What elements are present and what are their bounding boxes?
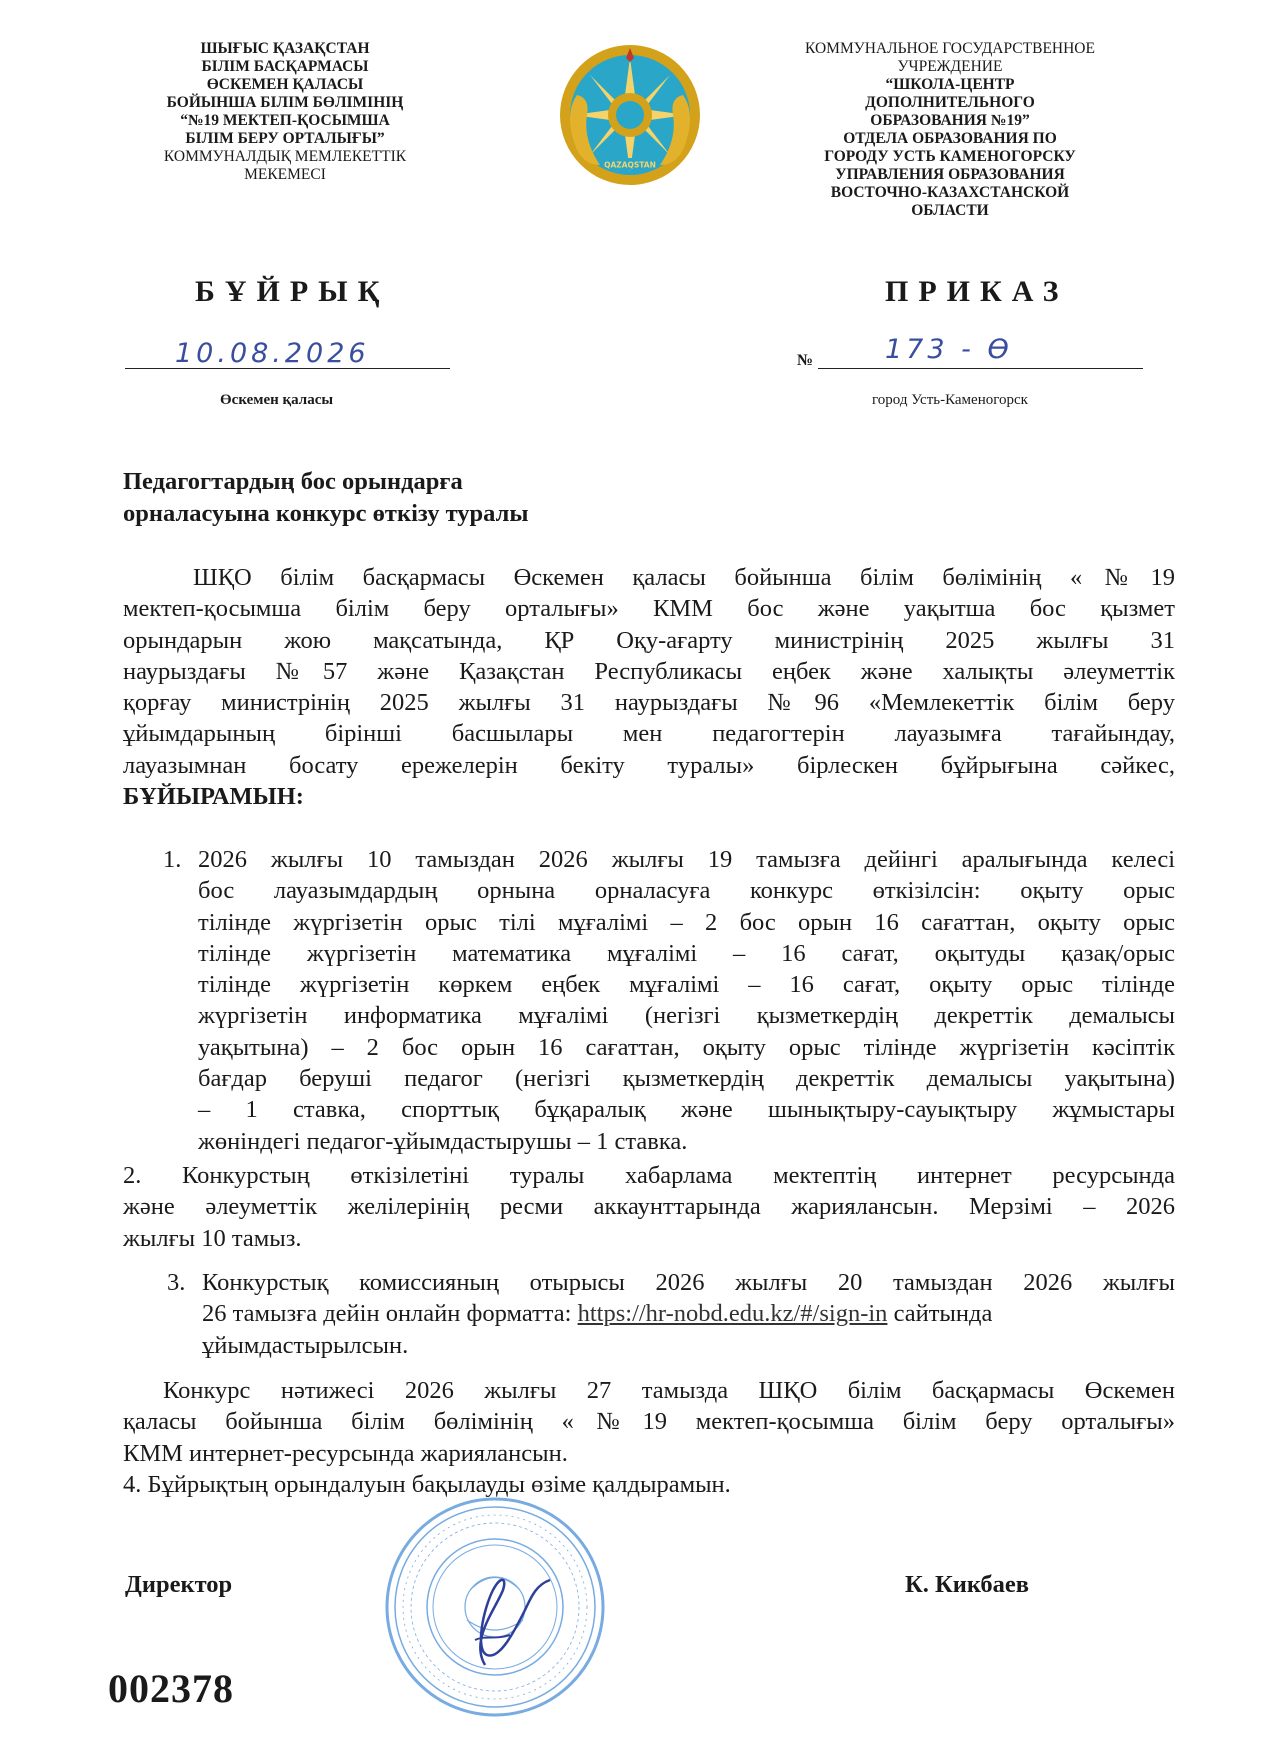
preamble-line: наурыздағы №57 және Қазақстан Республикасы еңбек және халықты әлеуметтік bbox=[123, 657, 1175, 685]
subject-line: орналасуына конкурс өткізу туралы bbox=[123, 500, 529, 527]
title-kz: БҰЙРЫҚ bbox=[195, 275, 390, 308]
header-left-line: ШЫҒЫС ҚАЗАҚСТАН bbox=[200, 40, 370, 57]
emblem-icon bbox=[555, 40, 705, 190]
header-left-line: КОММУНАЛДЫҚ МЕМЛЕКЕТТІК bbox=[163, 148, 407, 165]
item-1-line: бос лауазымдардың орнына орналасуға конкурс өткізілсін: оқыту орыс bbox=[198, 877, 1175, 905]
official-stamp bbox=[375, 1490, 615, 1725]
item-1-line: 2026 жылғы 10 тамыздан 2026 жылғы 19 тамызға дейінгі аралығында келесі bbox=[198, 846, 1175, 873]
subject-line: Педагогтардың бос орындарға bbox=[123, 468, 463, 495]
number-handwritten: 173 - Ө bbox=[885, 334, 1013, 365]
item-1 bbox=[163, 844, 1175, 1157]
header-right-line: ВОСТОЧНО-КАЗАХСТАНСКОЙ bbox=[830, 184, 1070, 201]
header-left-line: БОЙЫНША БІЛІМ БӨЛІМІНІҢ bbox=[166, 94, 404, 111]
preamble bbox=[123, 562, 1175, 812]
header-left-line: ӨСКЕМЕН ҚАЛАСЫ bbox=[206, 76, 364, 93]
header-right-line: ГОРОДУ УСТЬ КАМЕНОГОРСКУ bbox=[824, 148, 1076, 165]
number-prefix: № bbox=[797, 352, 814, 369]
header-right-line: “ШКОЛА-ЦЕНТР bbox=[885, 76, 1015, 93]
document-number: 002378 bbox=[108, 1666, 234, 1711]
signature bbox=[480, 1580, 550, 1665]
item-1-line: уақытына) – 2 бос орын 16 сағаттан, оқыту орыс тілінде жүргізетін кәсіптік bbox=[198, 1033, 1175, 1061]
subject bbox=[123, 466, 529, 530]
title-ru: ПРИКАЗ bbox=[885, 275, 1069, 308]
header-left-line: БІЛІМ БЕРУ ОРТАЛЫҒЫ” bbox=[185, 130, 385, 147]
preamble-line: мектеп-қосымша білім беру орталығы» КММ бос және уақытша бос қызмет bbox=[123, 595, 1175, 623]
item-1-line: тілінде жүргізетін орыс тілі мұғалімі – 2 бос орын 16 сағаттан, оқыту орыс bbox=[198, 908, 1175, 936]
preamble-line: орындарын жою мақсатында, ҚР Оқу-ағарту министрінің 2025 жылғы 31 bbox=[123, 626, 1175, 654]
item-3-line2-pre: 26 тамызға дейін онлайн форматта: bbox=[202, 1300, 578, 1328]
item-2 bbox=[123, 1160, 1175, 1254]
item-1-number: 1. bbox=[163, 846, 182, 873]
preamble-line: ШҚО білім басқармасы Өскемен қаласы бойынша білім бөлімінің «№19 bbox=[193, 564, 1175, 591]
preamble-line: ұйымдарының бірінші басшылары мен педагогтерін лауазымға тағайындау, bbox=[123, 720, 1175, 748]
preamble-line: лауазымнан босату ережелерін бекіту туралы» бірлескен бұйрығына сәйкес, bbox=[123, 751, 1175, 779]
order-word: БҰЙЫРАМЫН: bbox=[123, 783, 304, 811]
item-3-line2-post: сайтында bbox=[887, 1300, 993, 1328]
item-3-line: Конкурстық комиссияның отырысы 2026 жылғы 20 тамыздан 2026 жылғы bbox=[202, 1269, 1175, 1296]
number-line bbox=[818, 368, 1143, 369]
header-right-line: ОБЛАСТИ bbox=[911, 202, 989, 219]
date-handwritten: 10.08.2026 bbox=[175, 338, 370, 369]
results-line: Конкурс нәтижесі 2026 жылғы 27 тамызда ШҚО білім басқармасы Өскемен bbox=[163, 1377, 1175, 1404]
item-2-line: және әлеуметтік желілерінің ресми аккаунттарында жариялансын. Мерзімі – 2026 bbox=[123, 1193, 1175, 1221]
header-right-line: УЧРЕЖДЕНИЕ bbox=[897, 58, 1003, 75]
header-left-line: МЕКЕМЕСІ bbox=[244, 166, 326, 183]
item-2-line: жылғы 10 тамыз. bbox=[123, 1224, 302, 1252]
emblem-text: QAZAQSTAN bbox=[604, 160, 656, 170]
item-4: 4. Бұйрықтың орындалуын бақылауды өзіме қалдырамын. bbox=[123, 1470, 731, 1498]
header-right-line: ДОПОЛНИТЕЛЬНОГО bbox=[865, 94, 1035, 111]
director-label: Директор bbox=[125, 1571, 233, 1598]
results-line: КММ интернет-ресурсында жариялансын. bbox=[123, 1439, 568, 1467]
item-1-line: жөніндегі педагог-ұйымдастырушы – 1 ставка. bbox=[198, 1127, 688, 1155]
item-1-line: – 1 ставка, спорттық бұқаралық және шынықтыру-сауықтыру жұмыстары bbox=[198, 1096, 1175, 1124]
results-line: қаласы бойынша білім бөлімінің «№19 мектеп-қосымша білім беру орталығы» bbox=[123, 1408, 1175, 1436]
header-right-line: ОТДЕЛА ОБРАЗОВАНИЯ ПО bbox=[843, 130, 1057, 147]
item-1-line: тілінде жүргізетін көркем еңбек мұғалімі – 16 сағат, оқыту орыс тілінде bbox=[198, 971, 1175, 999]
item-3-line: ұйымдастырылсын. bbox=[202, 1331, 409, 1359]
signin-link[interactable]: https://hr-nobd.edu.kz/#/sign-in bbox=[577, 1300, 888, 1328]
stamp-icon bbox=[375, 1490, 615, 1725]
item-3-number: 3. bbox=[167, 1269, 186, 1296]
item-1-line: тілінде жүргізетін математика мұғалімі – 16 сағат, оқытуды қазақ/орыс bbox=[198, 939, 1175, 967]
item-1-line: жүргізетін информатика мұғалімі (негізгі қызметкердің декреттік демалысы bbox=[198, 1002, 1175, 1030]
header-left bbox=[125, 40, 445, 184]
city-ru: город Усть-Каменогорск bbox=[872, 392, 1028, 408]
header-left-line: “№19 МЕКТЕП-ҚОСЫМША bbox=[180, 112, 390, 129]
item-3-line bbox=[202, 1298, 1175, 1329]
director-name: К. Кикбаев bbox=[905, 1571, 1030, 1598]
preamble-line: қорғау министрінің 2025 жылғы 31 наурыздағы №96 «Мемлекеттік білім беру bbox=[123, 689, 1175, 717]
item-3 bbox=[163, 1267, 1175, 1361]
header-right-line: КОММУНАЛЬНОЕ ГОСУДАРСТВЕННОЕ bbox=[805, 40, 1095, 57]
header-right bbox=[770, 40, 1130, 220]
item-1-line: бағдар беруші педагог (негізгі қызметкердің декреттік демалысы уақытына) bbox=[198, 1065, 1175, 1093]
state-emblem bbox=[555, 40, 705, 190]
header-right-line: ОБРАЗОВАНИЯ №19” bbox=[870, 112, 1030, 129]
results bbox=[123, 1375, 1175, 1500]
item-2-line: 2. Конкурстың өткізілетіні туралы хабарлама мектептің интернет ресурсында bbox=[123, 1162, 1175, 1189]
header-right-line: УПРАВЛЕНИЯ ОБРАЗОВАНИЯ bbox=[835, 166, 1065, 183]
header-left-line: БІЛІМ БАСҚАРМАСЫ bbox=[201, 58, 369, 75]
city-kz: Өскемен қаласы bbox=[220, 392, 334, 408]
